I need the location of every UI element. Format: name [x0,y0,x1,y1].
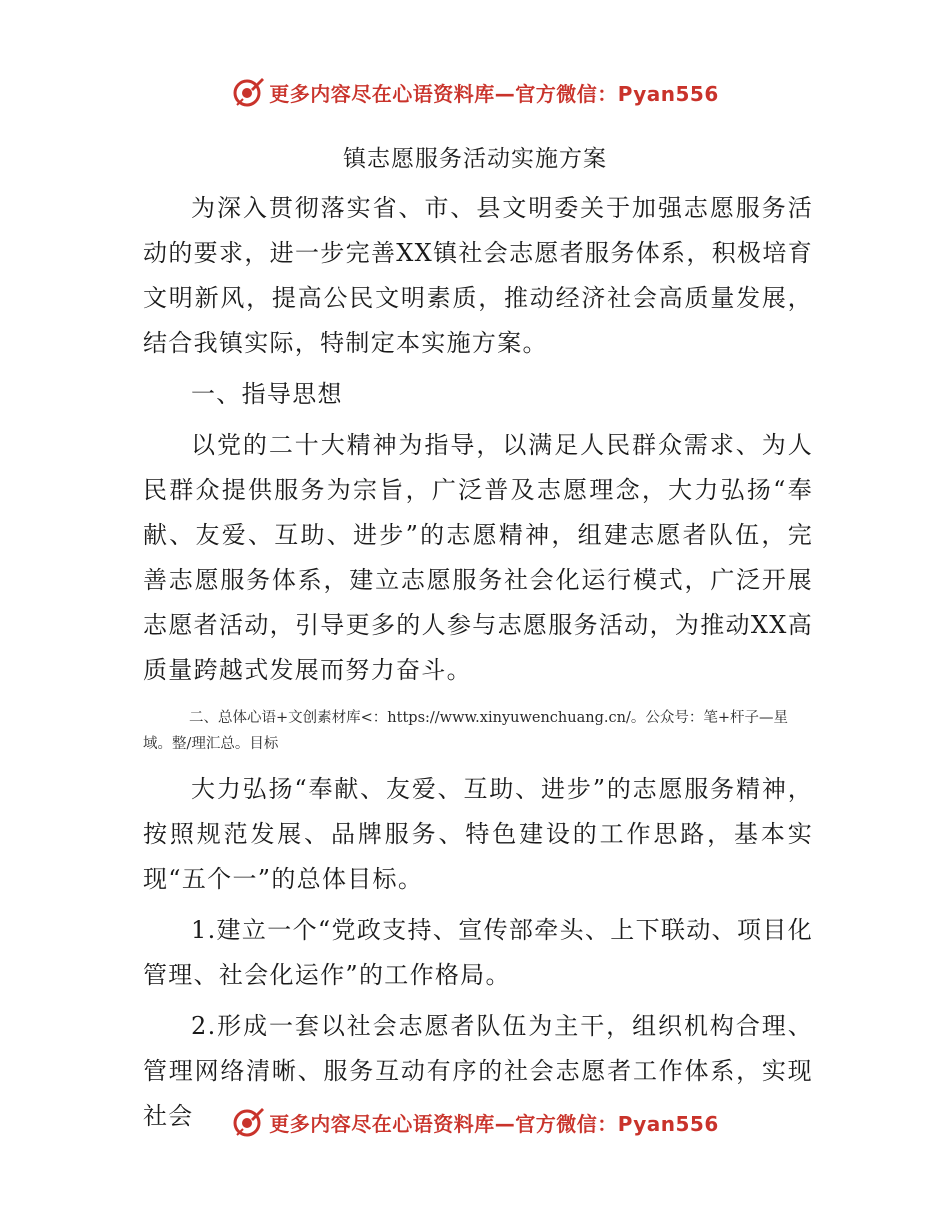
footer-banner [0,1100,950,1144]
banner-text: 更多内容尽在心语资料库—官方微信：Pyan556 [269,81,719,106]
banner-text: 更多内容尽在心语资料库—官方微信：Pyan556 [269,1111,719,1136]
paragraph: 2.形成一套以社会志愿者队伍为主干，组织机构合理、管理网络清晰、服务互动有序的社会志愿者工作体系，实现社会 [143,1012,813,1130]
quill-seal-icon [231,1105,265,1139]
paragraph: 为深入贯彻落实省、市、县文明委关于加强志愿服务活动的要求，进一步完善XX镇社会志愿者服务体系，积极培育文明新风，提高公民文明素质，推动经济社会高质量发展，结合我镇实际，特制定本实施方案。 [143,194,813,357]
document-title: 镇志愿服务活动实施方案 [343,146,607,172]
quill-seal-icon [231,75,265,109]
section-heading: 一、指导思想 [191,380,343,408]
watermark-paragraph: 二、总体心语+文创素材库<：https://www.xinyuwenchuang.cn/。公众号：笔+杆子—星域。整/理汇总。目标 [143,710,788,752]
paragraph: 大力弘扬“奉献、友爱、互助、进步”的志愿服务精神，按照规范发展、品牌服务、特色建设的工作思路，基本实现“五个一”的总体目标。 [143,775,813,893]
document-body [143,186,813,1139]
header-banner [0,70,950,114]
paragraph: 以党的二十大精神为指导，以满足人民群众需求、为人民群众提供服务为宗旨，广泛普及志愿理念，大力弘扬“奉献、友爱、互助、进步”的志愿精神，组建志愿者队伍，完善志愿服务体系，建立志愿服务社会化运行模式，广泛开展志愿者活动，引导更多的人参与志愿服务活动，为推动XX高质量跨越式发展而努力奋斗。 [143,431,813,684]
paragraph: 1.建立一个“党政支持、宣传部牵头、上下联动、项目化管理、社会化运作”的工作格局。 [143,916,813,989]
